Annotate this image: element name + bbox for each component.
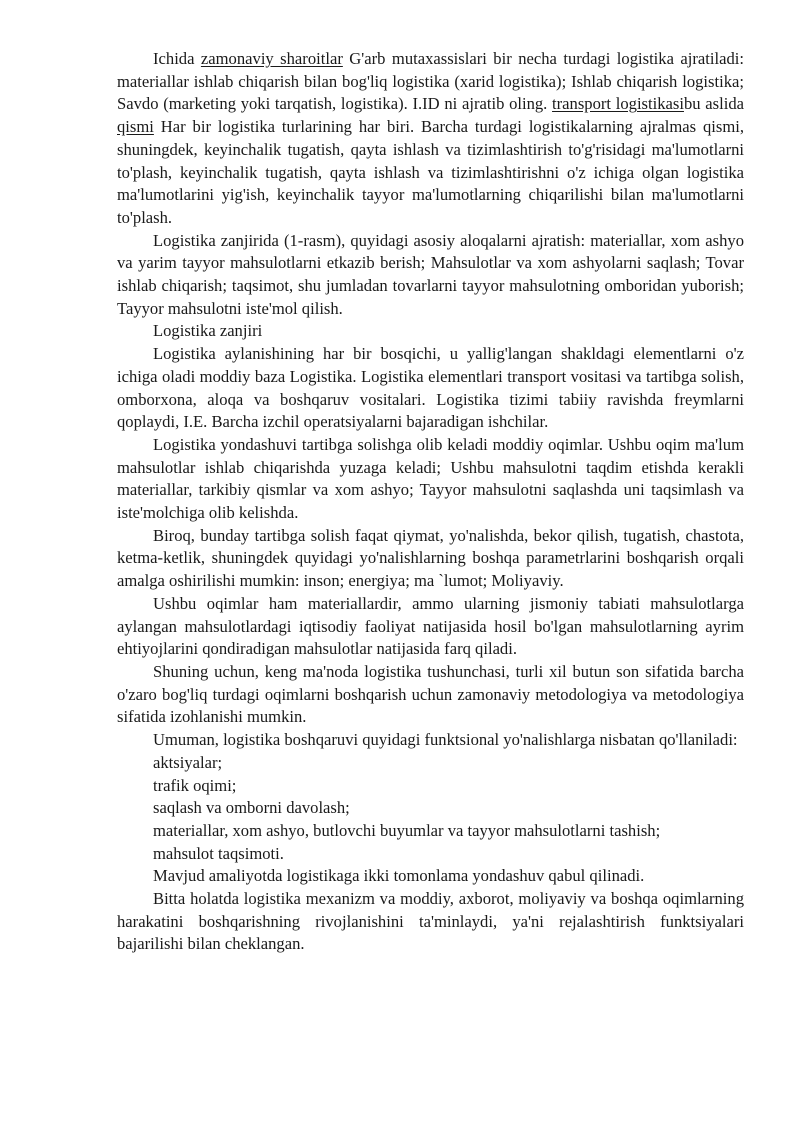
functional-areas-list: [117, 752, 744, 866]
text: quyidagi funktsional yo'nalishlarga nisbatan qo'llaniladi:: [358, 730, 738, 750]
link-material-base[interactable]: moddiy baza: [199, 366, 286, 386]
link-transport-logistics[interactable]: transport logistikasi: [552, 94, 684, 114]
link-modern-conditions[interactable]: zamonaviy sharoitlar: [200, 49, 343, 68]
paragraph-dual-approach: Mavjud amaliyotda logistikaga ikki tomonlama yondashuv qabul qilinadi.: [153, 866, 645, 886]
paragraph-management-areas: [117, 729, 744, 752]
paragraph-logistics-chain-caption: Logistika zanjiri: [153, 321, 263, 341]
link-required-materials[interactable]: kerakli materiallar: [117, 457, 744, 500]
link-transport-vehicle[interactable]: transport vositasi: [507, 366, 622, 386]
list-item: trafik oqimi;: [153, 775, 237, 795]
link-material-flows[interactable]: moddiy oqimlar: [492, 434, 599, 454]
link-part[interactable]: qismi: [117, 117, 154, 137]
text: Ichida: [153, 49, 201, 68]
list-item: saqlash va omborni davolash;: [153, 798, 350, 818]
paragraph-broad-concept: Shuning uchun, keng ma'noda logistika tushunchasi, turli xil butun son sifatida barcha o'zaro bog'liq turdagi oqimlarni boshqarish uchun zamonaviy metodologiya va metodologiya sifatida izohlanishi mumkin.: [117, 661, 744, 727]
text: , tarkibiy qismlar va xom ashyo; Tayyor mahsulotni saqlashda uni taqsimlash va iste'molchiga olib kelishda.: [117, 480, 744, 523]
paragraph-logistics-elements: [117, 343, 744, 434]
text: Har bir logistika turlarining har biri. Barcha turdagi logistikalarning ajralmas qismi, shuningdek, keyinchalik tugatish, qayta ishlash va tizimlashtirish to'g'risidagi ma'lumotlarni to'plash, keyinchalik tugatish, qayta ishlash va tizimlashtirishni o'z ichiga olgan logistika ma'lumotlarini yig'ish, keyinchalik tayyor ma'lumotlarning chiqarilishi bilan ma'lumotlarni to'plash.: [117, 117, 744, 227]
link-logistics-management[interactable]: logistika boshqaruvi: [223, 730, 359, 750]
paragraph-regulation: Biroq, bunday tartibga solish faqat qiymat, yo'nalishda, bekor qilish, tugatish, chastota, ketma-ketlik, shuningdek quyidagi yo'nalishlarning boshqa parametrlarini boshqarish orqali amalga oshirilishi mumkin: inson; energiya; ma `lumot; Moliyaviy.: [117, 525, 744, 591]
text: Umuman,: [153, 730, 224, 750]
list-item: aktsiyalar;: [153, 752, 223, 772]
text: Logistika. Logistika elementlari: [285, 366, 508, 386]
paragraph-logistics-approach: [117, 434, 744, 525]
text: . Ushbu oqim ma'lum mahsulotlar ishlab chiqarishda yuzaga keladi; Ushbu mahsulotni taqdim etishda: [117, 434, 744, 477]
text: Logistika yondashuvi tartibga solishga olib keladi: [153, 434, 493, 454]
text: Logistika aylanishining har bir bosqichi, u yallig'langan shakldagi elementlarni o'z ichiga oladi: [117, 344, 744, 386]
text: bu aslida: [683, 94, 744, 114]
paragraph-flows-nature: Ushbu oqimlar ham materiallardir, ammo ularning jismoniy tabiati mahsulotlarga aylangan mahsulotlardagi iqtisodiy faoliyat natijasida hosil bo'lgan mahsulotlarning ayrim ehtiyojlarini qondiradigan mahsulotlar natijasida farq qiladi.: [117, 593, 744, 659]
list-item: mahsulot taqsimoti.: [153, 843, 284, 863]
paragraph-logistics-chain-links: Logistika zanjirida (1-rasm), quyidagi asosiy aloqalarni ajratish: materiallar, xom ashyo va yarim tayyor mahsulotlarni etkazib berish; Mahsulotlar va xom ashyolarni saqlash; Tovar ishlab chiqarish; taqsimot, shu jumladan tovarlarni tayyor mahsulotning omboridan yuborish; Tayyor mahsulotni iste'mol qilish.: [117, 230, 744, 318]
paragraph-first-case: Bitta holatda logistika mexanizm va moddiy, axborot, moliyaviy va boshqa oqimlarning harakatini boshqarishning rivojlanishini ta'minlaydi, ya'ni rejalashtirish funktsiyalari bajarilishi bilan cheklangan.: [117, 889, 744, 954]
text: va tartibga solish, omborxona, aloqa va boshqaruv vositalari. Logistika tizimi tabiiy ravishda freymlarni qoplaydi, I.E. Barcha izchil operatsiyalarni bajaradigan ishchilar.: [117, 366, 744, 432]
text: G'arb mutaxassislari bir necha turdagi logistika ajratiladi: materiallar ishlab chiqarish bilan bog'liq logistika (xarid logistika); Ishlab chiqarish logistika; Savdo (marketing yoki tarqatish, logistika). I.ID ni ajratib oling.: [117, 49, 744, 114]
paragraph-logistics-types: [117, 48, 744, 230]
list-item: materiallar, xom ashyo, butlovchi buyumlar va tayyor mahsulotlarni tashish;: [153, 820, 661, 840]
